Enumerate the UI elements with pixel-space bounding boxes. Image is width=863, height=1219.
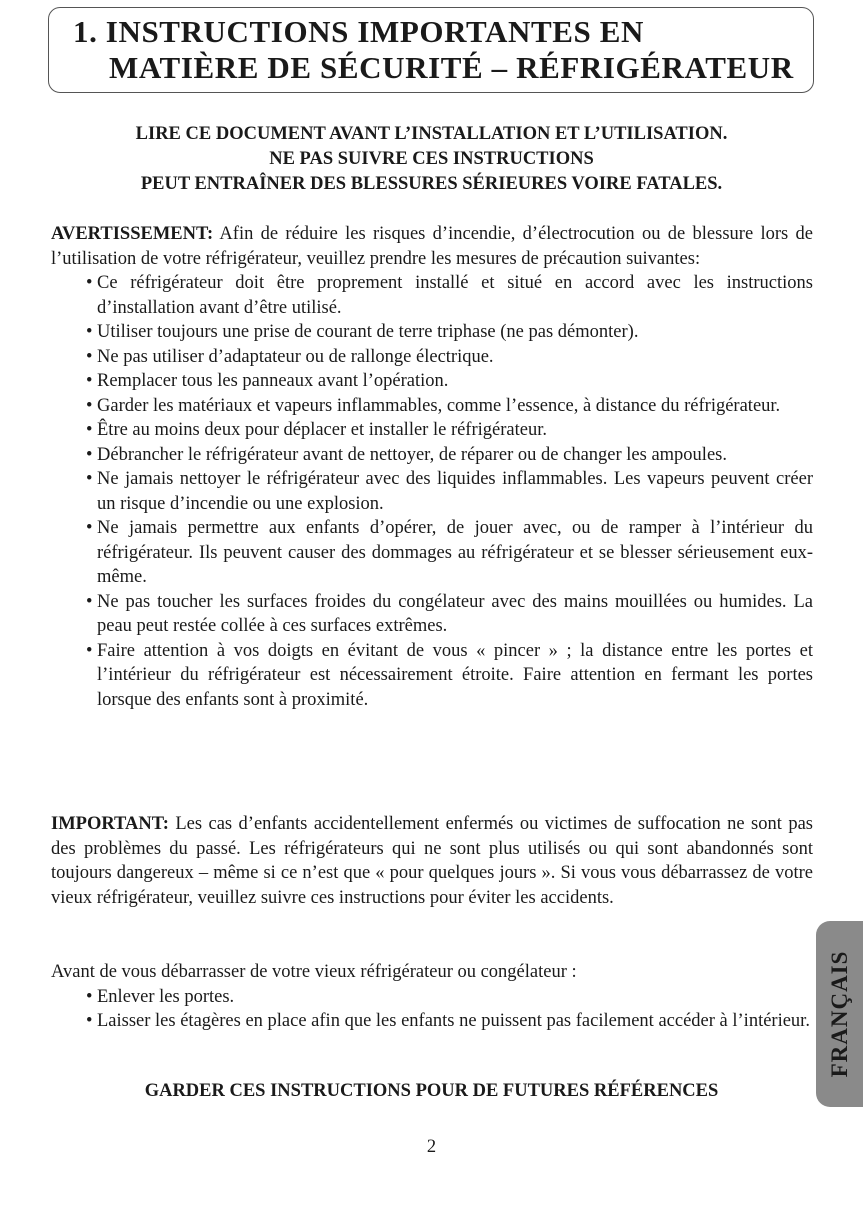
warning-bullet-list [51,271,813,712]
reading-notice-line-1: LIRE CE DOCUMENT AVANT L’INSTALLATION ET L’UTILISATION. [135,124,728,144]
disposal-section [51,960,813,1034]
warning-text: Afin de réduire les risques d’incendie, d’électrocution ou de blessure lors de l’utilisation de votre réfrigérateur, veuillez prendre les mesures de précaution suivantes: [51,224,813,269]
list-item: • Débrancher le réfrigérateur avant de nettoyer, de réparer ou de changer les ampoules. [97,443,813,468]
warning-label: AVERTISSEMENT: [51,224,214,244]
bullet-icon: • [86,346,93,367]
closing-notice: GARDER CES INSTRUCTIONS POUR DE FUTURES RÉFÉRENCES [144,1081,719,1101]
bullet-icon: • [86,1011,93,1031]
bullet-icon: • [86,640,93,661]
list-item: • Garder les matériaux et vapeurs inflammables, comme l’essence, à distance du réfrigérateur. [97,394,813,419]
list-item: • Ne jamais permettre aux enfants d’opérer, de jouer avec, ou de ramper à l’intérieur du réfrigérateur. Ils peuvent causer des dommages au réfrigérateur et se blesser sérieusement eux-même. [86,518,813,587]
important-section [51,812,813,910]
section-title-box [48,7,814,93]
reading-notice [50,122,813,197]
bullet-icon: • [86,322,93,342]
bullet-icon: • [86,420,93,440]
language-tab [816,921,863,1107]
list-item: • Utiliser toujours une prise de courant de terre triphase (ne pas démonter). [97,320,813,345]
disposal-bullet-list [51,985,813,1034]
section-title-line-2: MATIÈRE DE SÉCURITÉ – RÉFRIGÉRATEUR [109,50,794,85]
list-item: • Ce réfrigérateur doit être proprement installé et situé en accord avec les instructions d’installation avant d’être utilisé. [86,273,813,318]
reading-notice-line-3: PEUT ENTRAÎNER DES BLESSURES SÉRIEURES VOIRE FATALES. [140,174,723,194]
bullet-icon: • [86,591,93,612]
bullet-icon: • [86,518,93,538]
warning-section [51,222,813,712]
reading-notice-line-2: NE PAS SUIVRE CES INSTRUCTIONS [269,149,594,169]
list-item: • Enlever les portes. [97,985,813,1010]
language-tab-label: FRANÇAIS [826,950,852,1078]
list-item: • Faire attention à vos doigts en évitant de vous « pincer » ; la distance entre les portes et l’intérieur du réfrigérateur est nécessairement étroite. Faire attention en fermant les portes lorsque des enfants sont à proximité. [86,640,813,710]
important-paragraph [51,812,813,910]
bullet-icon: • [86,444,93,465]
important-text: Les cas d’enfants accidentellement enfermés ou victimes de suffocation ne sont pas des problèmes du passé. Les réfrigérateurs qui ne sont plus utilisés ou qui sont abandonnés sont toujours dangereux – même si ce n’est que « pour quelques jours ». Si vous vous débarrassez de votre vieux réfrigérateur, veuillez suivre ces instructions pour éviter les accidents. [51,814,813,908]
bullet-icon: • [86,371,93,391]
list-item: • Ne pas utiliser d’adaptateur ou de rallonge électrique. [97,345,813,370]
important-label: IMPORTANT: [51,814,169,834]
bullet-icon: • [86,273,93,293]
disposal-intro: Avant de vous débarrasser de votre vieux réfrigérateur ou congélateur : [51,962,577,982]
list-item: • Ne pas toucher les surfaces froides du congélateur avec des mains mouillées ou humides. La peau peut restée collée à ces surfaces extrêmes. [86,591,813,636]
list-item: • Être au moins deux pour déplacer et installer le réfrigérateur. [97,418,813,443]
list-item: • Remplacer tous les panneaux avant l’opération. [97,369,813,394]
bullet-icon: • [86,986,93,1007]
list-item: • Ne jamais nettoyer le réfrigérateur avec des liquides inflammables. Les vapeurs peuvent créer un risque d’incendie ou une explosion. [86,469,813,514]
list-item: • Laisser les étagères en place afin que les enfants ne puissent pas facilement accéder à l’intérieur. [97,1009,813,1034]
bullet-icon: • [86,395,93,416]
warning-paragraph [51,222,813,271]
bullet-icon: • [86,469,93,489]
section-title-line-1: 1. INSTRUCTIONS IMPORTANTES EN [73,14,644,49]
page-number: 2 [426,1137,437,1157]
